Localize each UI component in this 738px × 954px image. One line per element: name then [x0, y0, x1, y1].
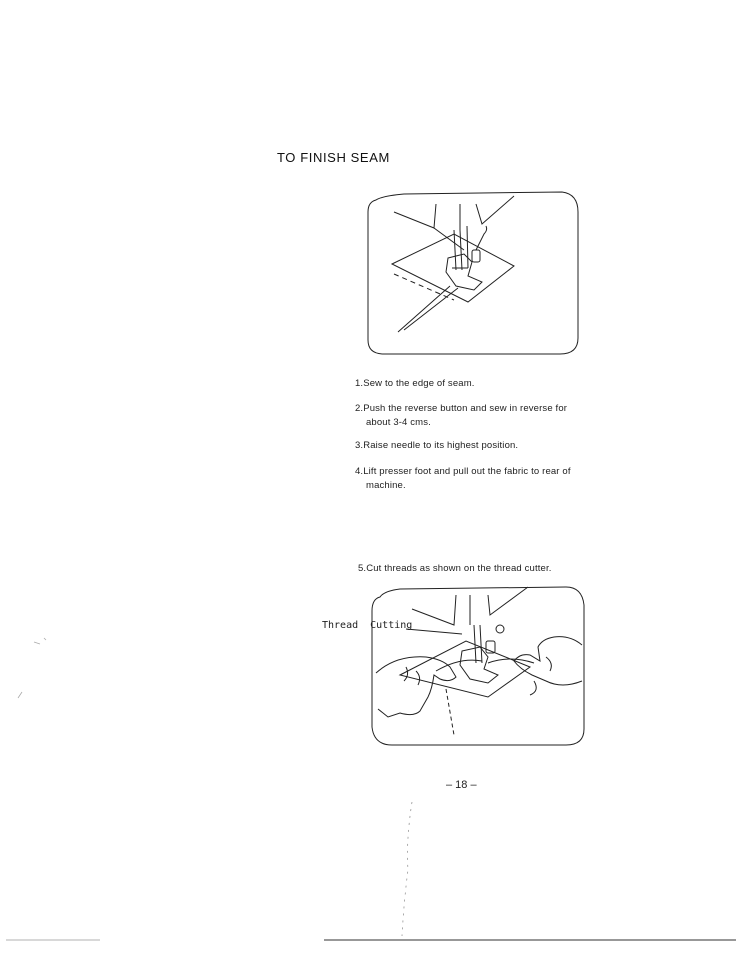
thread-cutting-hands-illustration: [370, 585, 586, 747]
step-2-continued: about 3-4 cms.: [366, 417, 431, 428]
step-1-text: 1.Sew to the edge of seam.: [355, 378, 475, 389]
step-2-text: 2.Push the reverse button and sew in reverse for: [355, 403, 568, 414]
step-1: [355, 377, 475, 391]
step-2: [355, 402, 567, 430]
scan-artifact-bottom-edge: [0, 936, 738, 944]
presser-foot-reverse-sewing-illustration: [364, 190, 582, 358]
step-3: [355, 439, 518, 453]
step-5: [358, 562, 552, 576]
step-5-text: 5.Cut threads as shown on the thread cutter.: [358, 563, 552, 574]
step-3-text: 3.Raise needle to its highest position.: [355, 440, 519, 451]
thread-cutting-callout: Thread Cutting: [322, 620, 413, 631]
step-4-continued: machine.: [366, 480, 406, 491]
page-title: TO FINISH SEAM: [277, 150, 390, 165]
scan-artifact-vertical: [390, 800, 420, 940]
scan-artifact-speckle: [14, 634, 54, 704]
step-4: [355, 465, 571, 493]
step-4-text: 4.Lift presser foot and pull out the fabric to rear of: [355, 466, 571, 477]
page-number: – 18 –: [446, 779, 477, 791]
